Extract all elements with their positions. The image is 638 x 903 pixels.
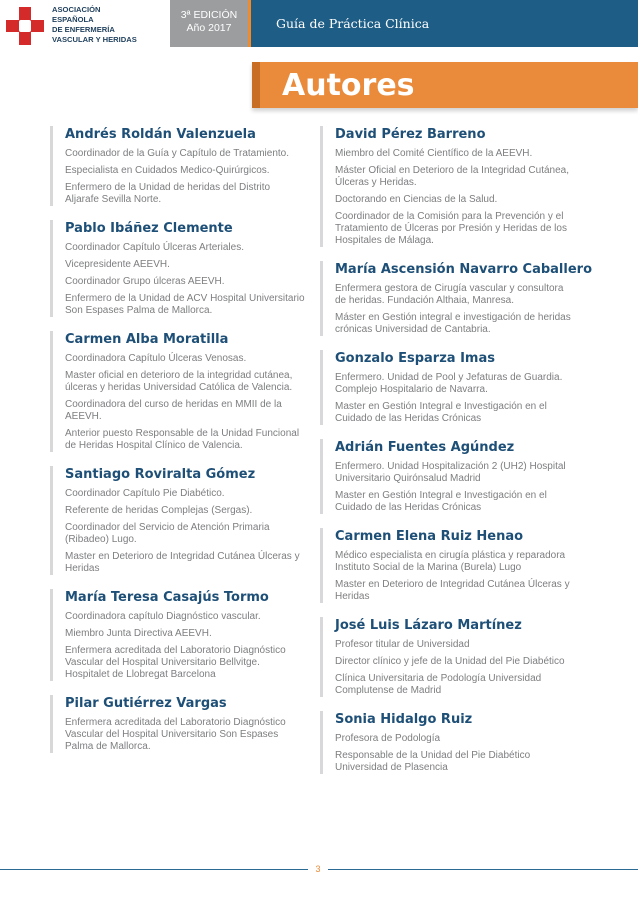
author-entry <box>320 617 576 697</box>
author-name: David Pérez Barreno <box>335 127 486 142</box>
author-name: Pablo Ibáñez Clemente <box>65 221 233 236</box>
author-role: Enfermero de la Unidad de ACV Hospital Universitario Son Espases Palma de Mallorca. <box>65 293 305 316</box>
logo-line: VASCULAR Y HERIDAS <box>52 35 137 44</box>
author-role: Máster Oficial en Deterioro de la Integridad Cutánea, Úlceras y Heridas. <box>335 165 570 188</box>
author-role: Doctorando en Ciencias de la Salud. <box>335 194 498 205</box>
author-entry <box>320 439 576 514</box>
author-role: Responsable de la Unidad del Pie Diabético Universidad de Plasencia <box>335 750 531 773</box>
author-role: Enfermero de la Unidad de heridas del Distrito Aljarafe Sevilla Norte. <box>65 182 271 205</box>
author-entry <box>50 126 306 206</box>
red-cross-icon <box>6 7 44 45</box>
author-name: Andrés Roldán Valenzuela <box>65 127 256 142</box>
author-role: Master en Deterioro de Integridad Cutánea Úlceras y Heridas <box>335 579 570 602</box>
authors-left-column <box>50 126 306 767</box>
author-name: Santiago Roviralta Gómez <box>65 467 256 482</box>
author-role: Coordinadora capítulo Diagnóstico vascular. <box>65 611 261 622</box>
author-role: Coordinador de la Comisión para la Prevención y el Tratamiento de Úlceras por Presión y Heridas de los Hospitales de Málaga. <box>335 211 567 246</box>
logo-line: ESPAÑOLA <box>52 15 94 24</box>
author-entry <box>50 220 306 317</box>
author-role: Médico especialista en cirugía plástica y reparadora Instituto Social de la Marina (Burela) Lugo <box>335 550 566 573</box>
logo-line: DE ENFERMERÍA <box>52 25 115 34</box>
author-entry <box>50 466 306 575</box>
page-header <box>0 0 638 48</box>
author-role: Coordinador de la Guía y Capítulo de Tratamiento. <box>65 148 290 159</box>
edition-year: Año 2017 <box>186 22 232 34</box>
page-title: Autores <box>282 68 415 103</box>
author-role: Enfermero. Unidad Hospitalización 2 (UH2) Hospital Universitario Quirónsalud Madrid <box>335 461 566 484</box>
author-name: María Teresa Casajús Tormo <box>65 590 269 605</box>
authors-right-column <box>320 126 592 788</box>
page-number: 3 <box>308 860 328 879</box>
author-role: Máster en Gestión integral e investigación de heridas crónicas Universidad de Cantabria. <box>335 312 571 335</box>
author-name: Gonzalo Esparza Imas <box>335 351 495 366</box>
author-entry <box>50 695 306 753</box>
guide-title: Guía de Práctica Clínica <box>251 0 638 47</box>
author-role: Enfermera acreditada del Laboratorio Diagnóstico Vascular del Hospital Universitario Son Espases Palma de Mallorca. <box>65 717 286 752</box>
author-role: Vicepresidente AEEVH. <box>65 259 170 270</box>
author-role: Clínica Universitaria de Podología Universidad Complutense de Madrid <box>335 673 542 696</box>
author-name: Carmen Elena Ruiz Henao <box>335 529 524 544</box>
author-role: Enfermero. Unidad de Pool y Jefaturas de Guardia. Complejo Hospitalario de Navarra. <box>335 372 563 395</box>
edition-label: 3ª EDICIÓN <box>180 9 238 21</box>
author-role: Enfermera acreditada del Laboratorio Diagnóstico Vascular del Hospital Universitario Bellvitge. Hospitalet de Llobregat Barcelona <box>65 645 286 680</box>
logo-text <box>52 5 162 45</box>
author-role: Enfermera gestora de Cirugía vascular y consultora de heridas. Fundación Althaia, Manresa. <box>335 283 564 306</box>
author-role: Referente de heridas Complejas (Sergas). <box>65 505 253 516</box>
author-role: Coordinador Capítulo Úlceras Arteriales. <box>65 242 244 253</box>
author-entry <box>320 126 576 247</box>
title-accent <box>252 62 260 108</box>
author-role: Coordinador Grupo úlceras AEEVH. <box>65 276 225 287</box>
author-role: Coordinador Capítulo Pie Diabético. <box>65 488 225 499</box>
author-role: Director clínico y jefe de la Unidad del Pie Diabético <box>335 656 565 667</box>
author-role: Master oficial en deterioro de la integridad cutánea, úlceras y heridas Universidad Católica de Valencia. <box>65 370 293 393</box>
author-role: Coordinadora Capítulo Úlceras Venosas. <box>65 353 247 364</box>
title-band <box>252 62 638 108</box>
author-entry <box>320 528 576 603</box>
author-role: Anterior puesto Responsable de la Unidad Funcional de Heridas Hospital Clínico de Valencia. <box>65 428 300 451</box>
author-entry <box>50 589 306 681</box>
author-entry <box>50 331 306 452</box>
author-name: Pilar Gutiérrez Vargas <box>65 696 227 711</box>
edition-box <box>170 0 248 47</box>
author-role: Profesor titular de Universidad <box>335 639 470 650</box>
author-role: Miembro Junta Directiva AEEVH. <box>65 628 212 639</box>
author-role: Master en Gestión Integral e Investigación en el Cuidado de las Heridas Crónicas <box>335 401 547 424</box>
author-entry <box>320 350 576 425</box>
author-role: Master en Deterioro de Integridad Cutánea Úlceras y Heridas <box>65 551 300 574</box>
association-logo <box>6 4 156 48</box>
logo-line: ASOCIACIÓN <box>52 5 101 14</box>
author-role: Especialista en Cuidados Medico-Quirúrgicos. <box>65 165 270 176</box>
author-role: Miembro del Comité Científico de la AEEVH. <box>335 148 533 159</box>
author-name: Sonia Hidalgo Ruiz <box>335 712 473 727</box>
author-entry <box>320 711 576 774</box>
author-entry <box>320 261 592 336</box>
author-role: Profesora de Podología <box>335 733 441 744</box>
author-name: Adrián Fuentes Agúndez <box>335 440 515 455</box>
author-name: José Luis Lázaro Martínez <box>335 618 522 633</box>
author-name: Carmen Alba Moratilla <box>65 332 229 347</box>
author-role: Master en Gestión Integral e Investigación en el Cuidado de las Heridas Crónicas <box>335 490 547 513</box>
author-role: Coordinador del Servicio de Atención Primaria (Ribadeo) Lugo. <box>65 522 270 545</box>
author-name: María Ascensión Navarro Caballero <box>335 262 592 277</box>
author-role: Coordinadora del curso de heridas en MMII de la AEEVH. <box>65 399 282 422</box>
